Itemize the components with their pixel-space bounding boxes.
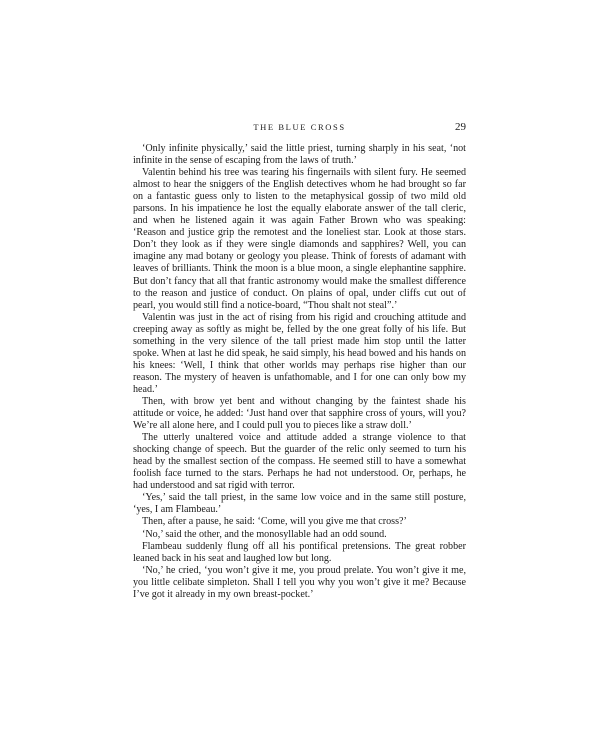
paragraph: ‘No,’ said the other, and the monosyllable had an odd sound.: [142, 528, 387, 540]
body-text: [133, 143, 466, 601]
paragraph: Then, after a pause, he said: ‘Come, will you give me that cross?’: [142, 516, 407, 528]
paragraph: Valentin was just in the act of rising from his rigid and crouching attitude and creeping away as softly as might be, felled by the one great folly of his life. But something in the very silence of the tall priest made him stop until the latter spoke. When at last he did speak, he said simply, his head bowed and his hands on his knees: ‘Well, I think that other worlds may perhaps rise higher than our reason. The mystery of heaven is unfathomable, and I for one can only bow my head.’: [133, 311, 466, 395]
paragraph: Flambeau suddenly flung off all his pontifical pretensions. The great robber leaned back in his seat and laughed low but long.: [133, 540, 466, 564]
paragraph: ‘Only infinite physically,’ said the little priest, turning sharply in his seat, ‘not infinite in the sense of escaping from the laws of truth.’: [133, 143, 466, 167]
paragraph: The utterly unaltered voice and attitude added a strange violence to that shocking change of speech. But the guarder of the relic only seemed to turn his head by the smallest section of the compass. He seemed still to have a somewhat foolish face turned to the stars. Perhaps he had not understood. Or, perhaps, he had understood and sat rigid with terror.: [133, 432, 466, 492]
paragraph: ‘No,’ he cried, ‘you won’t give it me, you proud prelate. You won’t give it me, you little celibate simpleton. Shall I tell you why you won’t give it me? Because I’ve got it already in my own breast-pocket.’: [133, 564, 466, 600]
page-number: 29: [455, 121, 466, 133]
paragraph: Then, with brow yet bent and without changing by the faintest shade his attitude or voice, he added: ‘Just hand over that sapphire cross of yours, will you? We’re all alone here, and I could pull you to pieces like a straw doll.’: [133, 395, 466, 432]
paragraph: Valentin behind his tree was tearing his fingernails with silent fury. He seemed almost to hear the sniggers of the English detectives whom he had brought so far on a fantastic guess only to listen to the metaphysical gossip of two mild old parsons. In his impatience he lost the equally elaborate answer of the tall cleric, and when he listened again it was again Father Brown who was speaking: ‘Reason and justice grip the remotest and the loneliest star. Look at those stars. Don’t they look as if they were single diamonds and sapphires? Well, you can imagine any mad botany or geology you please. Think of forests of adamant with leaves of brilliants. Think the moon is a blue moon, a single elephantine sapphire. But don’t fancy that all that frantic astronomy would make the smallest difference to the reason and justice of conduct. On plains of opal, under cliffs cut out of pearl, you would still find a notice-board, “Thou shalt not steal”.’: [133, 167, 466, 311]
paragraph: ‘Yes,’ said the tall priest, in the same low voice and in the same still posture, ‘yes, I am Flambeau.’: [133, 492, 466, 516]
running-head: [133, 120, 466, 134]
running-title: THE BLUE CROSS: [253, 122, 346, 132]
